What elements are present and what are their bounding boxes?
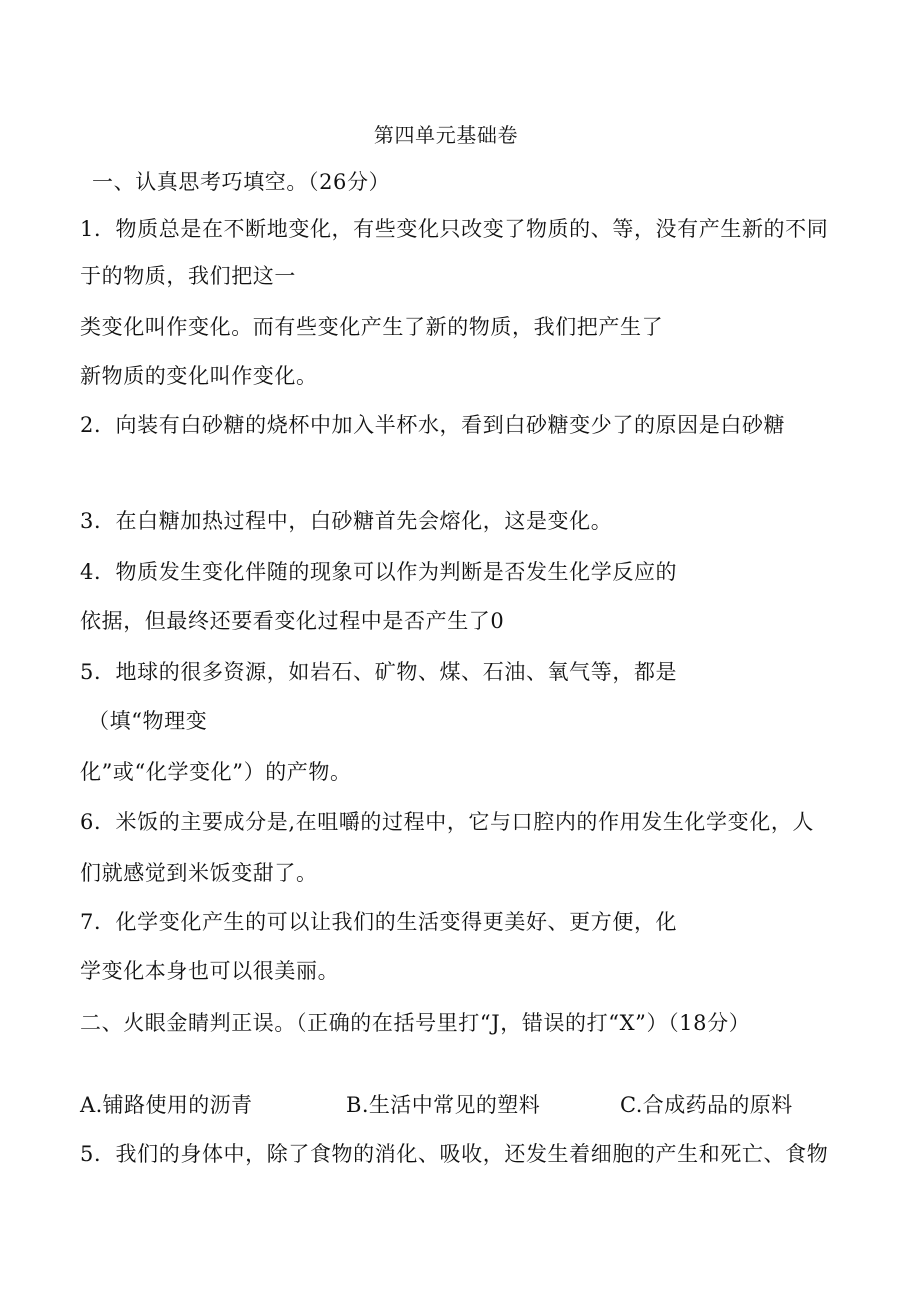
question-line: 化”或“化学变化”）的产物。 <box>80 760 352 784</box>
question-line: 5．我们的身体中，除了食物的消化、吸收，还发生着细胞的产生和死亡、食物 <box>80 1142 829 1166</box>
option-a: A.铺路使用的沥青 <box>80 1093 253 1117</box>
question-line: （填“物理变 <box>88 709 208 733</box>
question-line: 们就感觉到米饭变甜了。 <box>80 861 318 885</box>
question-line: 学变化本身也可以很美丽。 <box>80 959 340 983</box>
option-b: B.生活中常见的塑料 <box>346 1093 541 1117</box>
question-line: 5．地球的很多资源，如岩石、矿物、煤、石油、氧气等，都是 <box>80 660 678 684</box>
question-line: 3．在白糖加热过程中，白砂糖首先会熔化，这是变化。 <box>80 509 613 533</box>
option-c: C.合成药品的原料 <box>620 1093 793 1117</box>
question-line: 依据，但最终还要看变化过程中是否产生了0 <box>80 609 505 633</box>
question-line: 7．化学变化产生的可以让我们的生活变得更美好、更方便，化 <box>80 910 678 934</box>
section-two-heading: 二、火眼金睛判正误。（正确的在括号里打“J，错误的打“X”）（18分） <box>80 1011 751 1035</box>
question-line: 于的物质，我们把这一 <box>80 264 296 288</box>
question-line: 新物质的变化叫作变化。 <box>80 364 318 388</box>
section-one-heading: 一、认真思考巧填空。（26分） <box>92 170 391 194</box>
question-line: 1．物质总是在不断地变化，有些变化只改变了物质的、等，没有产生新的不同 <box>80 217 829 241</box>
page-title: 第四单元基础卷 <box>373 123 519 147</box>
question-line: 4．物质发生变化伴随的现象可以作为判断是否发生化学反应的 <box>80 560 678 584</box>
question-line: 6．米饭的主要成分是,在咀嚼的过程中，它与口腔内的作用发生化学变化，人 <box>80 810 815 834</box>
question-line: 2．向装有白砂糖的烧杯中加入半杯水，看到白砂糖变少了的原因是白砂糖 <box>80 413 786 437</box>
question-line: 类变化叫作变化。而有些变化产生了新的物质，我们把产生了 <box>80 315 664 339</box>
